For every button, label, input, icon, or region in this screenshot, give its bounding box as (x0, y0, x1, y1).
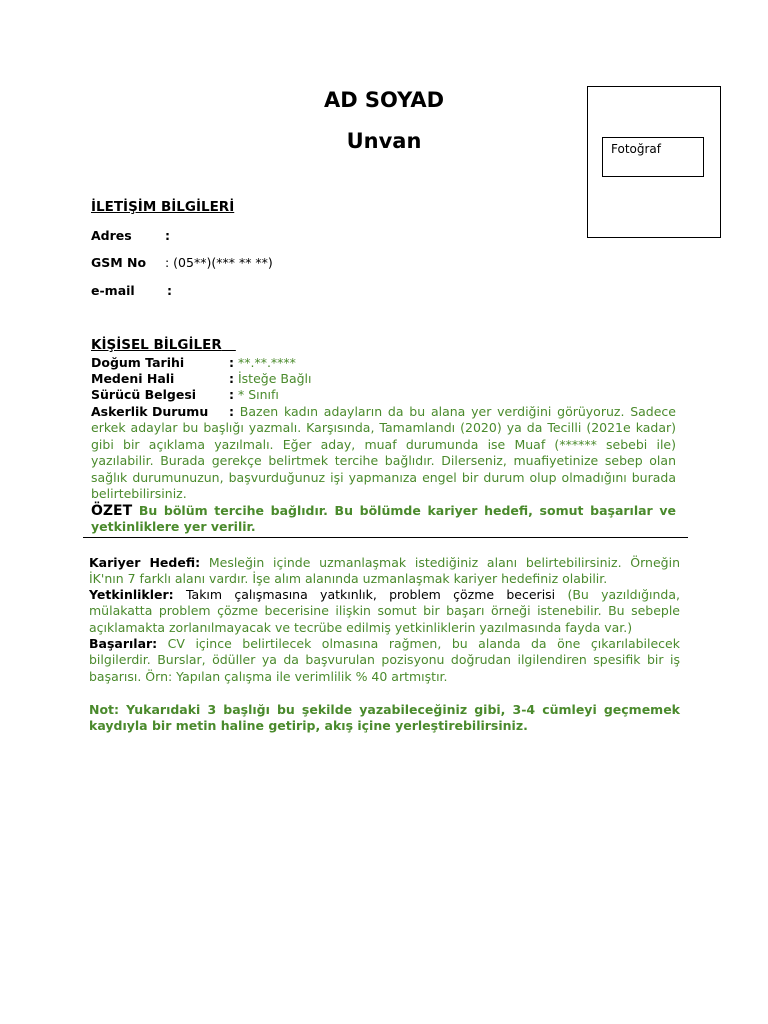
photo-label: Fotoğraf (611, 142, 661, 156)
birth-date-label: Doğum Tarihi (91, 355, 185, 370)
email-colon: : (167, 283, 172, 298)
career-goal-label: Kariyer Hedefi: (89, 555, 201, 570)
military-status-value: Bazen kadın adayların da bu alana yer verdiğini görüyoruz. Sadece erkek adaylar bu başlığı yazmalı. Karşısında, Tamamlandı (2020) ya da Tecilli (2021e kadar) gibi bir açıklama yazılmalı. Eğer aday, muaf durumunda ise Muaf (****** sebebi ile) yazılabilir. Burada gerekçe belirtmek tercihe bağlıdır. Dilerseniz, muafiyetinize sebep olan sağlık durumunuzun, başvurduğunuz işi yapmanıza engel bir durum olup olmadığını burada belirtebilirsiniz. (91, 404, 676, 502)
photo-frame (587, 86, 721, 238)
birth-date-value: **.**.**** (234, 355, 296, 370)
birth-date-row (91, 355, 676, 371)
military-status-label: Askerlik Durumu (91, 404, 209, 419)
marital-status-colon: : (229, 371, 234, 386)
phone-value: : (05**)(*** ** **) (165, 255, 273, 270)
career-goal-paragraph (89, 555, 680, 588)
email-label: e-mail (91, 283, 135, 298)
personal-heading: KİŞİSEL BİLGİLER (91, 337, 222, 353)
driving-license-colon: : (229, 387, 234, 402)
contact-heading: İLETİŞİM BİLGİLERİ (91, 199, 235, 215)
contact-email-row (91, 283, 172, 298)
photo-placeholder (602, 137, 704, 177)
summary-block (91, 503, 676, 536)
candidate-title: Unvan (346, 129, 422, 153)
skills-label: Yetkinlikler: (89, 587, 174, 602)
contact-address-row (91, 228, 170, 243)
address-label: Adres (91, 228, 132, 243)
contact-phone-row (91, 255, 273, 270)
driving-license-row (91, 387, 676, 403)
military-status-colon: : (229, 404, 234, 419)
skills-note: (Bu yazıldığında, mülakatta problem çözme becerisine ilişkin somut bir başarı örneği istenebilir. Bu sebeple açıklamakta zorlanılmayacak ve tecrübe edilmiş yetkinliklerin yazılmasında fayda var.) (89, 587, 680, 635)
skills-paragraph (89, 587, 680, 636)
skills-text: Takım çalışmasına yatkınlık, problem çözme becerisi (173, 587, 556, 602)
achievements-label: Başarılar: (89, 636, 158, 651)
military-status-row (91, 404, 676, 502)
section-divider (83, 537, 688, 538)
career-goal-text: Mesleğin içinde uzmanlaşmak istediğiniz alanı belirtebilirsiniz. Örneğin İK'nın 7 farklı alanı vardır. İşe alım alanında uzmanlaşmak kariyer hedefiniz olabilir. (89, 555, 680, 587)
marital-status-value: İsteğe Bağlı (234, 371, 312, 386)
summary-heading: ÖZET (91, 503, 133, 519)
driving-license-value: * Sınıfı (234, 387, 279, 402)
candidate-name: AD SOYAD (323, 88, 445, 112)
birth-date-colon: : (229, 355, 234, 370)
summary-text: Bu bölüm tercihe bağlıdır. Bu bölümde kariyer hedefi, somut başarılar ve yetkinliklere yer verilir. (91, 503, 676, 535)
driving-license-label: Sürücü Belgesi (91, 387, 197, 402)
marital-status-label: Medeni Hali (91, 371, 175, 386)
address-colon: : (165, 228, 170, 243)
footer-note: Not: Yukarıdaki 3 başlığı bu şekilde yazabileceğiniz gibi, 3-4 cümleyi geçmemek kaydıyla bir metin haline getirip, akış içine yerleştirebilirsiniz. (89, 702, 680, 734)
marital-status-row (91, 371, 676, 387)
achievements-text: CV içince belirtilecek olmasına rağmen, bu alanda da öne çıkarılabilecek bilgilerdir. Burslar, ödüller ya da başvurulan pozisyonu doğrudan ilgilendiren spesifik bir iş başarısı. Örn: Yapılan çalışma ile verimlilik % 40 artmıştır. (89, 636, 680, 684)
phone-label: GSM No (91, 255, 147, 270)
achievements-paragraph (89, 636, 680, 685)
